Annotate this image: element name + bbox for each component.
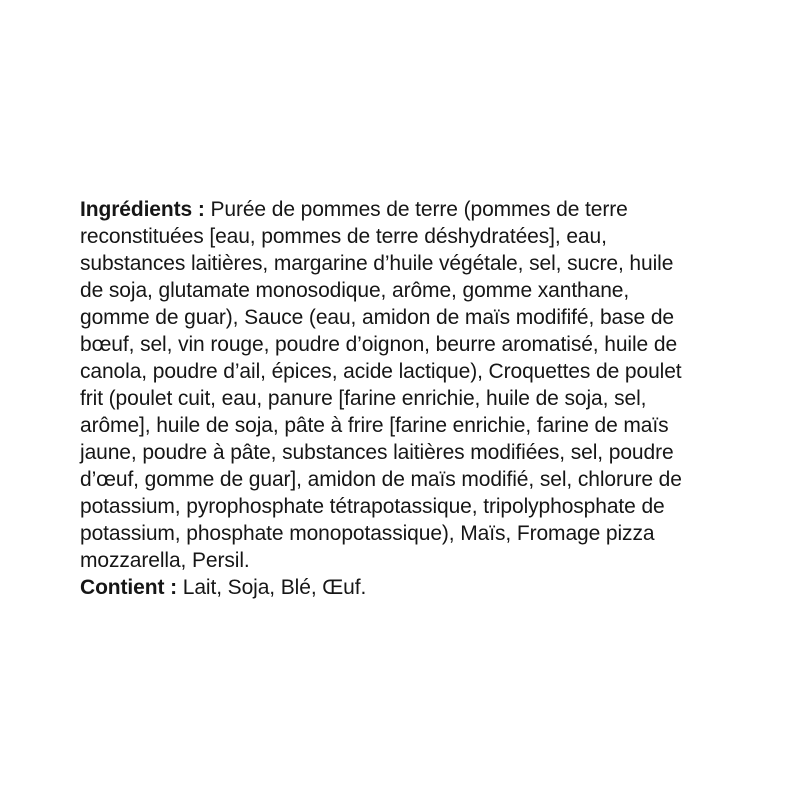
ingredients-panel: [80, 196, 740, 601]
ingredients-line: jaune, poudre à pâte, substances laitières modifiées, sel, poudre: [80, 441, 674, 464]
allergens-label: Contient :: [80, 576, 177, 599]
ingredients-line: d’œuf, gomme de guar], amidon de maïs modifié, sel, chlorure de: [80, 468, 682, 491]
ingredients-line: canola, poudre d’ail, épices, acide lactique), Croquettes de poulet: [80, 360, 682, 383]
ingredients-line: potassium, phosphate monopotassique), Maïs, Fromage pizza: [80, 522, 655, 545]
ingredients-line: de soja, glutamate monosodique, arôme, gomme xanthane,: [80, 279, 630, 302]
ingredients-line: arôme], huile de soja, pâte à frire [farine enrichie, farine de maïs: [80, 414, 669, 437]
ingredients-line: frit (poulet cuit, eau, panure [farine enrichie, huile de soja, sel,: [80, 387, 647, 410]
ingredients-line: mozzarella, Persil.: [80, 549, 250, 572]
ingredients-line: [80, 196, 740, 223]
ingredients-line: reconstituées [eau, pommes de terre déshydratées], eau,: [80, 225, 607, 248]
ingredients-text: Purée de pommes de terre (pommes de terre: [210, 198, 628, 221]
allergens-line: [80, 574, 740, 601]
allergens-text: Lait, Soja, Blé, Œuf.: [182, 576, 367, 599]
ingredients-line: substances laitières, margarine d’huile végétale, sel, sucre, huile: [80, 252, 674, 275]
ingredients-line: bœuf, sel, vin rouge, poudre d’oignon, beurre aromatisé, huile de: [80, 333, 678, 356]
ingredients-line: gomme de guar), Sauce (eau, amidon de maïs modififé, base de: [80, 306, 674, 329]
ingredients-line: potassium, pyrophosphate tétrapotassique, tripolyphosphate de: [80, 495, 665, 518]
ingredients-label: Ingrédients :: [80, 198, 205, 221]
